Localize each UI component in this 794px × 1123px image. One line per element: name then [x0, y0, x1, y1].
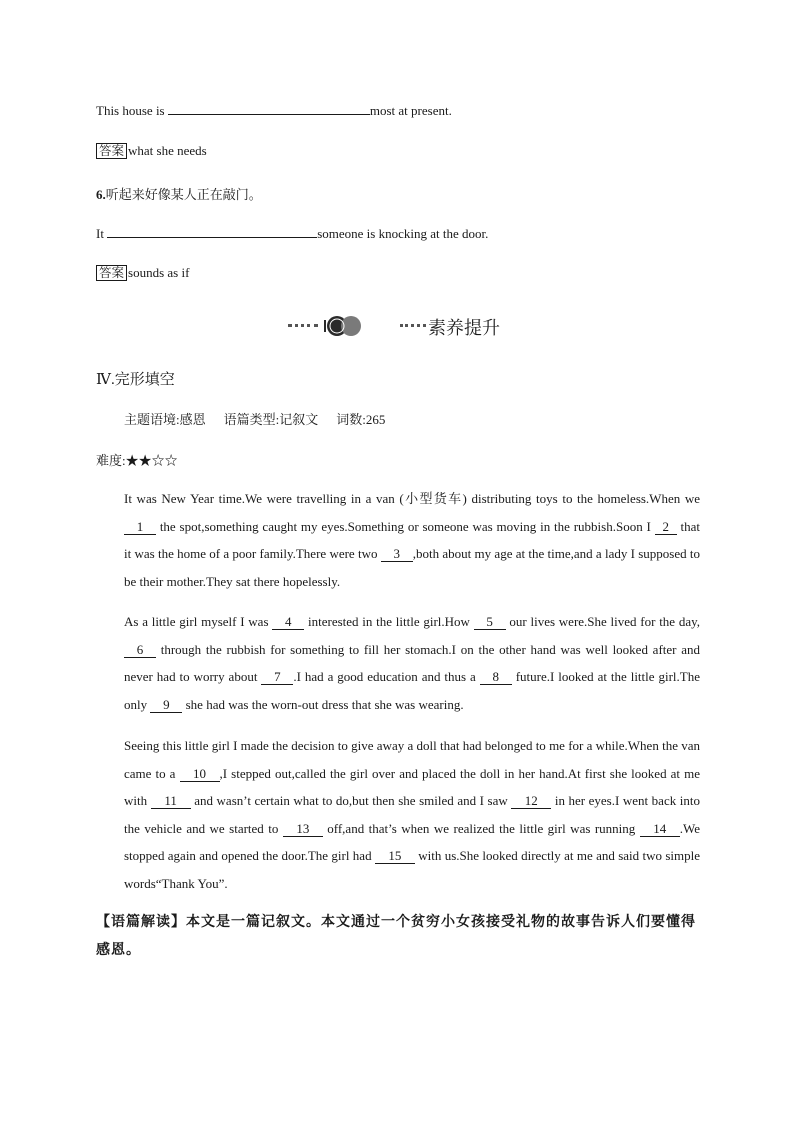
blank-2: 2: [655, 520, 677, 535]
p2-text-a: As a little girl myself I was: [124, 614, 273, 629]
blank-3: 3: [381, 547, 413, 562]
p3-text-h: with us.She looked directly at me and said two simple words“Thank You”.: [124, 848, 700, 891]
paragraph-3: [96, 732, 700, 897]
p2-text-g: future.I looked at the little girl.The only: [124, 669, 700, 712]
q6-answer-text: sounds as if: [128, 265, 190, 280]
blank-4: 4: [272, 615, 304, 630]
meta-theme: 主题语境:感恩: [124, 412, 206, 427]
blank-12: 12: [511, 794, 551, 809]
blank-9: 9: [150, 698, 182, 713]
blank-11: 11: [151, 794, 191, 809]
p2-text-f: .I had a good education and thus a: [293, 669, 480, 684]
meta-type: 语篇类型:记叙文: [223, 412, 319, 427]
p1-text-e: ,both about my age at the time,and a lady I supposed to be their mother.They sat there hopelessly.: [124, 546, 700, 589]
q6-prompt: [96, 184, 262, 203]
passage-analysis: [96, 908, 700, 964]
q5-answer: [96, 143, 207, 159]
analysis-label: 【语篇解读】: [96, 914, 186, 930]
p2-text-e: through the rubbish for something to fill her stomach.I on the other hand was well looked after and never had to worry about: [124, 641, 700, 684]
q5-prefix: This house is: [96, 103, 168, 118]
q6-number: 6.: [96, 187, 106, 202]
p3-text-c: ,I stepped out,called the girl over and placed the doll in her hand.At first she looked at me with: [124, 765, 700, 808]
p2-text-d: our lives were.She lived for the day,: [505, 614, 700, 629]
p2-text-c: interested in the little girl.How: [304, 614, 474, 629]
divider-title: 素养提升: [428, 318, 500, 339]
blank-15: 15: [375, 849, 415, 864]
blank-7: 7: [261, 670, 293, 685]
q5-sentence: [96, 102, 452, 119]
meta-words: 词数:265: [336, 412, 386, 427]
p3-text-a: Seeing this little girl I made the decision to give away a doll that had belonged to me for a while.When the van came to a: [124, 738, 700, 781]
p1-text-d: that it was the home of a poor family.There were two: [124, 518, 701, 561]
q6-blank: [107, 225, 317, 238]
literacy-logo-icon: [322, 314, 366, 338]
q6-prompt-text: 听起来好像某人正在敲门。: [105, 188, 262, 203]
dots-left: [288, 324, 318, 327]
blank-5: 5: [474, 615, 506, 630]
p3-text-e: in her eyes.I went back into the vehicle and we started to: [124, 793, 700, 836]
blank-6: 6: [124, 643, 156, 658]
difficulty: 难度:★★☆☆: [96, 453, 178, 468]
p2-text-h: she had was the worn-out dress that she was wearing.: [182, 696, 464, 712]
q5-suffix: most at present.: [369, 103, 452, 118]
q6-suffix: someone is knocking at the door.: [317, 226, 489, 241]
dots-right: [400, 324, 426, 327]
q6-prefix: It: [96, 226, 108, 241]
section-divider: [288, 312, 528, 342]
blank-14: 14: [640, 822, 680, 837]
q5-answer-text: what she needs: [128, 143, 207, 158]
passage-meta: [124, 409, 385, 428]
p3-text-g: .We stopped again and opened the door.The girl had: [124, 820, 700, 863]
paragraph-1: [96, 485, 700, 595]
q6-answer: [96, 265, 189, 281]
section-title: Ⅳ.完形填空: [96, 372, 175, 388]
blank-10: 10: [180, 767, 220, 782]
q5-blank: [168, 102, 370, 115]
paragraph-2: [96, 608, 700, 718]
p1-text-c: the spot,something caught my eyes.Something or someone was moving in the rubbish.Soon I: [156, 518, 655, 534]
blank-1: 1: [124, 520, 156, 535]
p3-text-d: and wasn’t certain what to do,but then she smiled and I saw: [190, 793, 512, 808]
answer-tag: 答案: [96, 143, 127, 159]
blank-8: 8: [480, 670, 512, 685]
analysis-text: 本文是一篇记叙文。本文通过一个贫穷小女孩接受礼物的故事告诉人们要懂得感恩。: [96, 914, 696, 958]
q6-sentence: [96, 225, 488, 242]
p3-text-f: off,and that’s when we realized the little girl was running: [322, 820, 640, 836]
blank-13: 13: [283, 822, 323, 837]
answer-tag: 答案: [96, 265, 127, 281]
p1-text-a: It was New Year time.We were travelling in a van (小型货车) distributing toys to the homeless.When we: [124, 491, 700, 506]
